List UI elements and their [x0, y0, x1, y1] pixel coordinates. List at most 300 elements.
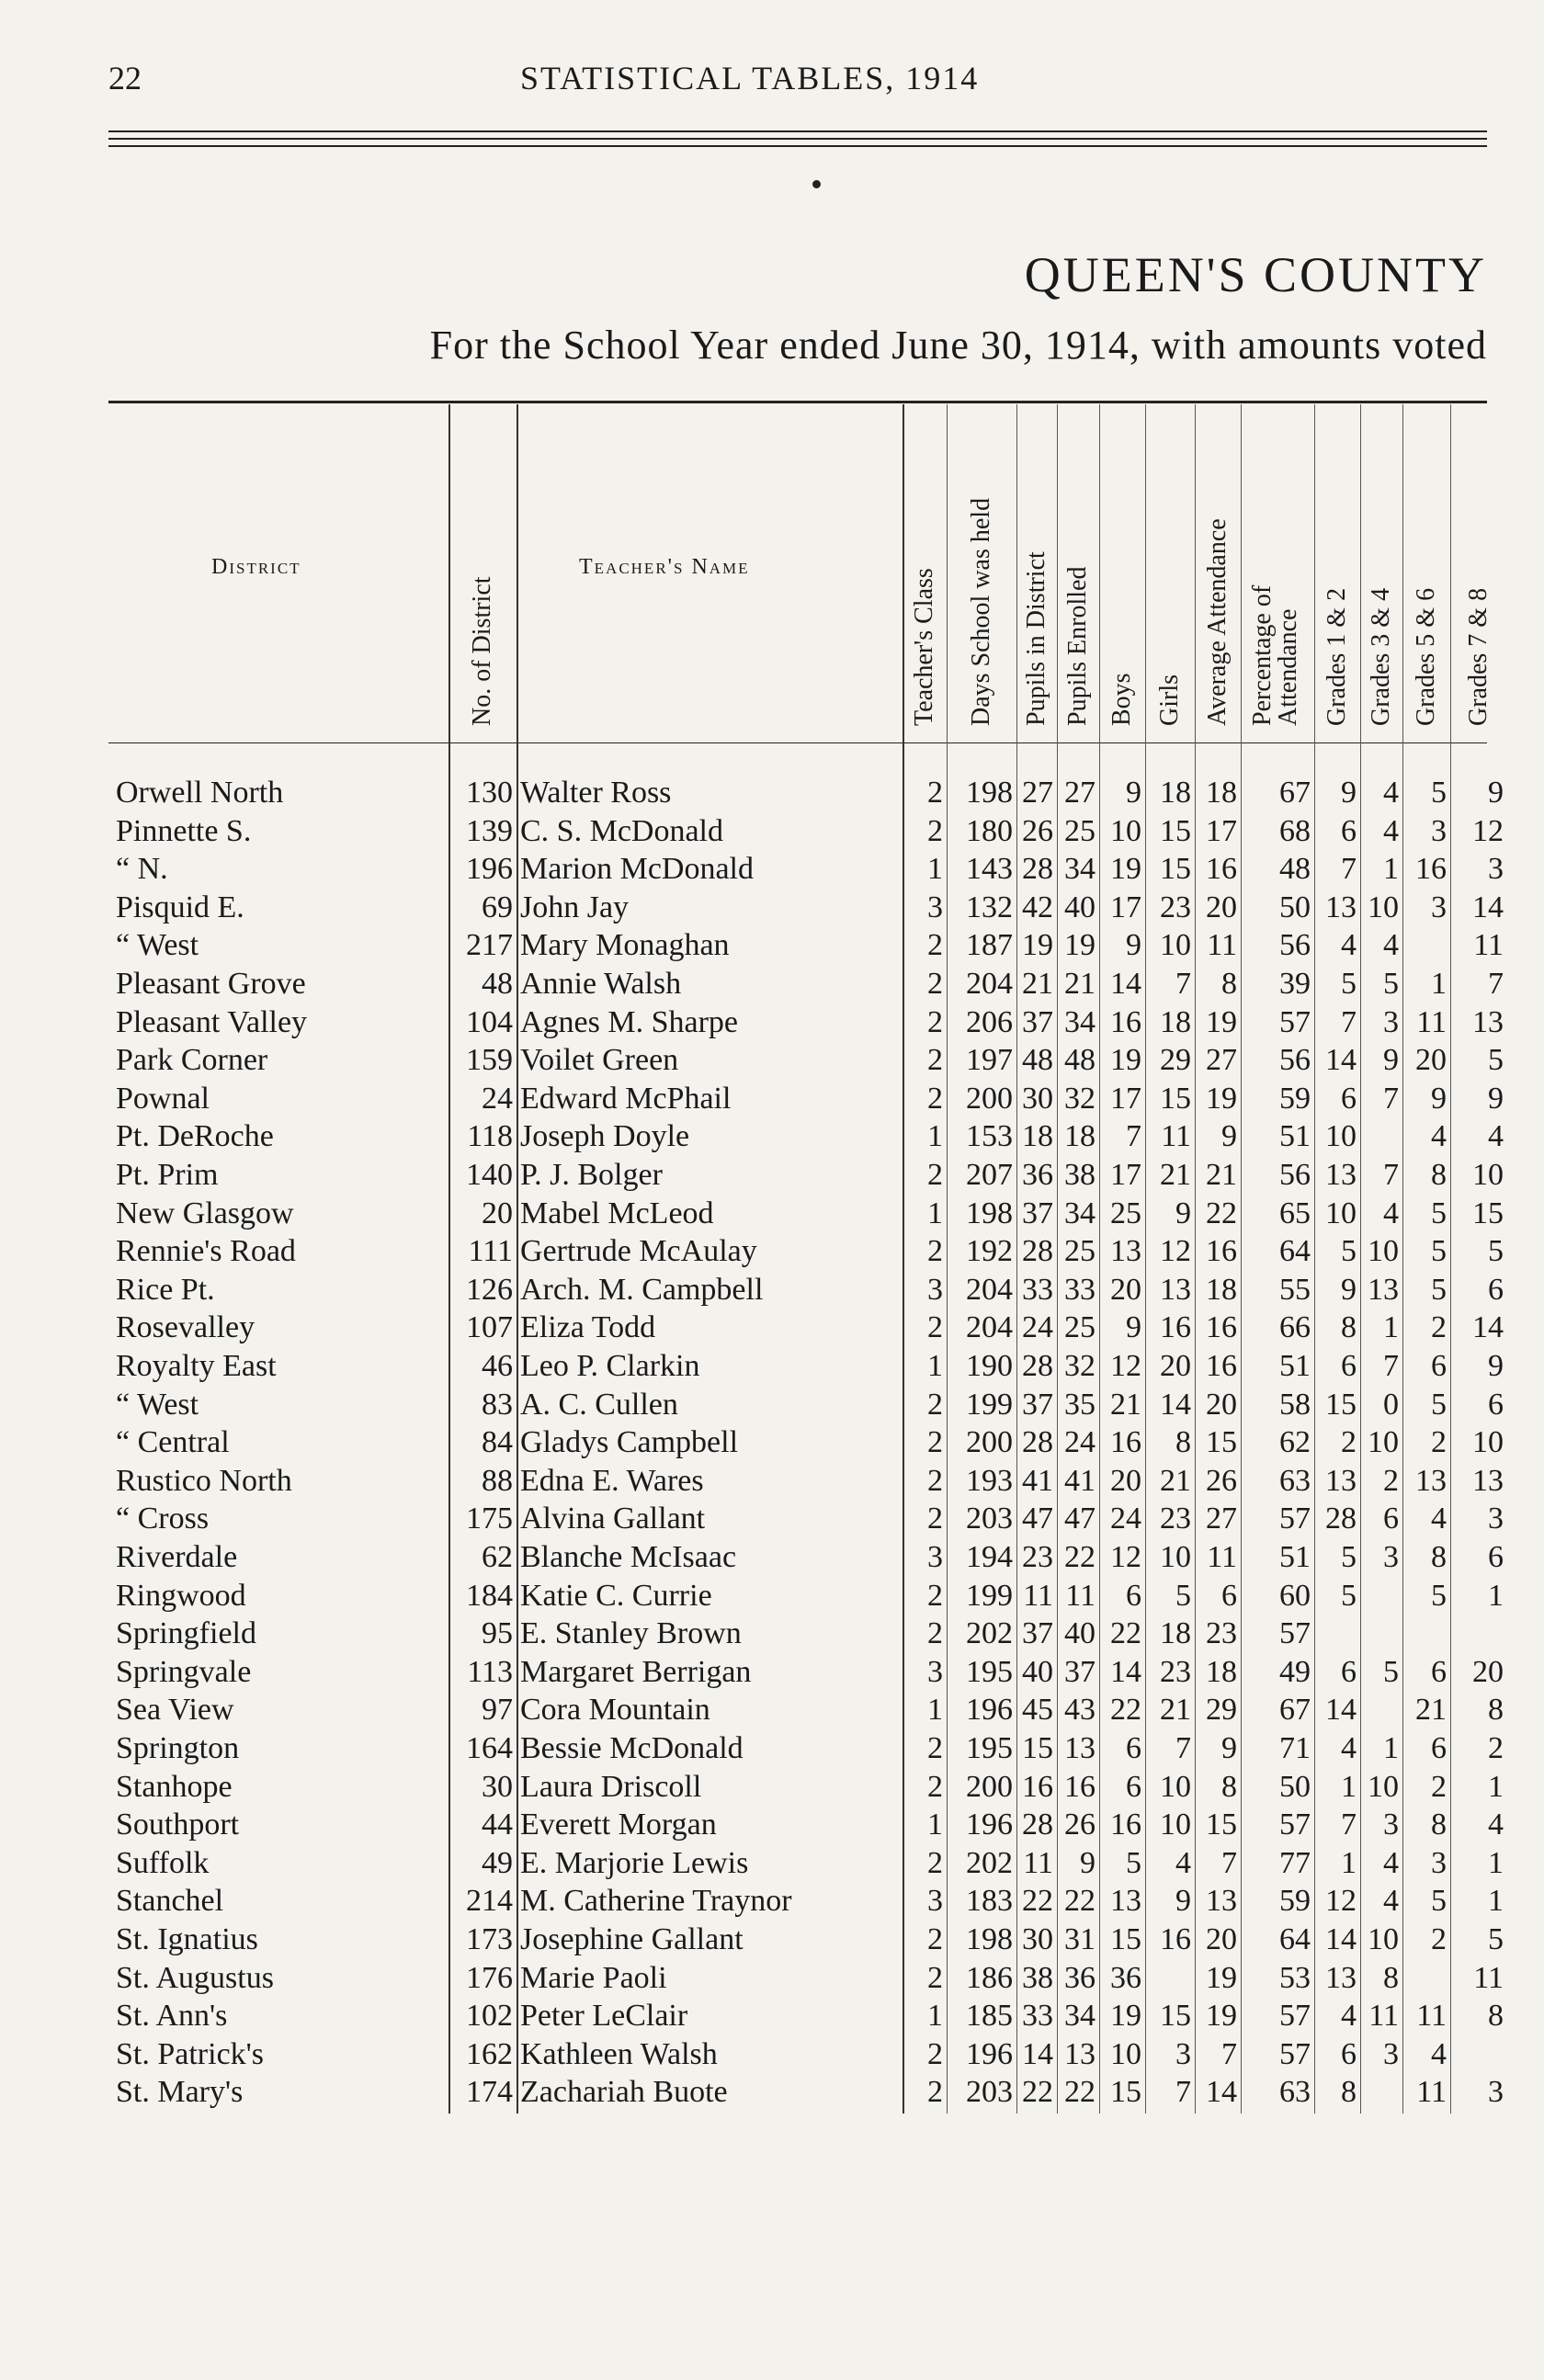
cell-g78: 2: [1488, 1731, 1504, 1765]
cell-enrolled: 33: [1064, 1272, 1096, 1307]
cell-g12: 13: [1325, 1158, 1357, 1192]
cell-teacher: Marion McDonald: [520, 852, 755, 887]
cell-g78: 9: [1488, 1081, 1504, 1116]
cell-girls: 18: [1160, 1616, 1191, 1651]
cell-enrolled: 34: [1064, 1999, 1096, 2034]
cell-enrolled: 18: [1064, 1119, 1096, 1154]
cell-g34: 3: [1383, 1540, 1399, 1574]
cell-avg: 11: [1207, 928, 1237, 963]
cell-teacher: Edna E. Wares: [520, 1463, 704, 1498]
cell-g78: 7: [1488, 967, 1504, 1001]
cell-teacher: Kathleen Walsh: [520, 2036, 718, 2071]
cell-district: St. Ann's: [116, 1999, 228, 2034]
cell-g78: 10: [1472, 1158, 1504, 1192]
cell-g78: 9: [1488, 1349, 1504, 1383]
cell-pupils: 24: [1022, 1310, 1053, 1345]
table-row: [0, 1806, 1544, 1844]
cell-no: 49: [482, 1845, 513, 1880]
cell-district: St. Ignatius: [116, 1922, 258, 1956]
cell-boys: 16: [1110, 1808, 1141, 1842]
cell-boys: 9: [1126, 776, 1141, 810]
cell-pct: 56: [1279, 1043, 1311, 1078]
table-row: [0, 812, 1544, 851]
cell-enrolled: 47: [1064, 1502, 1096, 1536]
cell-girls: 15: [1160, 813, 1191, 848]
cell-girls: 21: [1160, 1158, 1191, 1192]
cell-days: 198: [966, 1922, 1013, 1956]
cell-pct: 55: [1279, 1272, 1311, 1307]
cell-district: St. Augustus: [116, 1960, 274, 1995]
header-rule-3: [108, 145, 1487, 147]
cell-enrolled: 24: [1064, 1425, 1096, 1460]
table-row: [0, 774, 1544, 812]
cell-girls: 23: [1160, 1502, 1191, 1536]
cell-pupils: 38: [1022, 1960, 1053, 1995]
cell-class: 1: [927, 1196, 943, 1230]
cell-g34: 4: [1383, 1196, 1399, 1230]
cell-pct: 51: [1279, 1540, 1311, 1574]
cell-avg: 11: [1207, 1540, 1237, 1574]
table-row: [0, 1462, 1544, 1501]
cell-g12: 14: [1325, 1043, 1357, 1078]
cell-pupils: 33: [1022, 1999, 1053, 2034]
cell-boys: 12: [1110, 1349, 1141, 1383]
cell-girls: 8: [1175, 1425, 1191, 1460]
cell-girls: 23: [1160, 1654, 1191, 1689]
cell-enrolled: 34: [1064, 852, 1096, 887]
cell-avg: 13: [1206, 1884, 1237, 1919]
cell-g12: 5: [1341, 1234, 1357, 1269]
cell-class: 2: [927, 1004, 943, 1039]
cell-enrolled: 34: [1064, 1196, 1096, 1230]
cell-enrolled: 19: [1064, 928, 1096, 963]
cell-g12: 6: [1341, 1349, 1357, 1383]
cell-no: 139: [466, 813, 513, 848]
cell-g34: 10: [1368, 1425, 1399, 1460]
cell-teacher: John Jay: [520, 890, 630, 924]
cell-district: Pinnette S.: [116, 813, 252, 848]
cell-avg: 14: [1206, 2075, 1237, 2110]
cell-g34: 1: [1383, 1731, 1399, 1765]
header-bottom-rule: [108, 742, 1487, 743]
cell-teacher: Eliza Todd: [520, 1310, 656, 1345]
cell-g56: 5: [1431, 1196, 1447, 1230]
cell-days: 202: [966, 1845, 1013, 1880]
col-head-g56: Grades 5 & 6: [1412, 587, 1440, 726]
cell-g34: 3: [1383, 1808, 1399, 1842]
cell-days: 200: [966, 1425, 1013, 1460]
cell-g34: 3: [1383, 1004, 1399, 1039]
cell-class: 2: [927, 813, 943, 848]
table-row: [0, 1653, 1544, 1692]
cell-pupils: 22: [1022, 2075, 1053, 2110]
cell-g34: 0: [1383, 1387, 1399, 1422]
cell-girls: 15: [1160, 1999, 1191, 2034]
cell-enrolled: 13: [1064, 2036, 1096, 2071]
col-head-g34: Grades 3 & 4: [1367, 587, 1395, 726]
cell-no: 46: [482, 1349, 513, 1383]
col-head-g78: Grades 7 & 8: [1464, 587, 1493, 726]
cell-g78: 13: [1472, 1004, 1504, 1039]
cell-boys: 9: [1126, 1310, 1141, 1345]
cell-g56: 5: [1431, 1884, 1447, 1919]
cell-g34: 9: [1383, 1043, 1399, 1078]
cell-avg: 20: [1206, 890, 1237, 924]
cell-teacher: Arch. M. Campbell: [520, 1272, 764, 1307]
cell-avg: 23: [1206, 1616, 1237, 1651]
cell-enrolled: 48: [1064, 1043, 1096, 1078]
cell-girls: 11: [1161, 1119, 1191, 1154]
cell-no: 164: [466, 1731, 513, 1765]
cell-g34: 5: [1383, 967, 1399, 1001]
cell-pct: 60: [1279, 1578, 1311, 1613]
cell-no: 107: [466, 1310, 513, 1345]
table-row: [0, 1615, 1544, 1653]
col-head-pupils: Pupils in District: [1022, 551, 1050, 726]
cell-no: 175: [466, 1502, 513, 1536]
cell-pct: 67: [1279, 1693, 1311, 1728]
cell-girls: 18: [1160, 1004, 1191, 1039]
cell-teacher: Everett Morgan: [520, 1808, 717, 1842]
cell-pct: 59: [1279, 1081, 1311, 1116]
cell-district: “ West: [116, 928, 199, 963]
cell-teacher: Josephine Gallant: [520, 1922, 744, 1956]
cell-no: 48: [482, 967, 513, 1001]
cell-g56: 3: [1431, 890, 1447, 924]
cell-enrolled: 31: [1064, 1922, 1096, 1956]
cell-g12: 5: [1341, 967, 1357, 1001]
col-head-g12: Grades 1 & 2: [1323, 587, 1351, 726]
cell-boys: 16: [1110, 1004, 1141, 1039]
cell-no: 88: [482, 1463, 513, 1498]
cell-girls: 9: [1175, 1196, 1191, 1230]
cell-district: Stanhope: [116, 1769, 233, 1804]
cell-g56: 4: [1431, 1502, 1447, 1536]
cell-g12: 9: [1341, 1272, 1357, 1307]
cell-boys: 20: [1110, 1272, 1141, 1307]
cell-class: 2: [927, 1425, 943, 1460]
cell-g12: 4: [1341, 928, 1357, 963]
cell-g12: 7: [1341, 1808, 1357, 1842]
cell-teacher: E. Stanley Brown: [520, 1616, 742, 1651]
col-head-teacher: Teacher's Name: [579, 555, 750, 579]
cell-g56: 8: [1431, 1808, 1447, 1842]
cell-enrolled: 22: [1064, 1540, 1096, 1574]
cell-g78: 4: [1488, 1119, 1504, 1154]
cell-class: 2: [927, 928, 943, 963]
cell-days: 199: [966, 1578, 1013, 1613]
cell-g78: 3: [1488, 852, 1504, 887]
cell-district: Southport: [116, 1808, 240, 1842]
cell-class: 2: [927, 1463, 943, 1498]
table-row: [0, 1386, 1544, 1424]
cell-district: “ West: [116, 1387, 199, 1422]
cell-teacher: A. C. Cullen: [520, 1387, 678, 1422]
table-row: [0, 1844, 1544, 1883]
cell-district: “ Cross: [116, 1502, 210, 1536]
cell-g56: 2: [1431, 1310, 1447, 1345]
cell-days: 195: [966, 1654, 1013, 1689]
table-row: [0, 926, 1544, 965]
cell-avg: 7: [1221, 2036, 1237, 2071]
cell-enrolled: 35: [1064, 1387, 1096, 1422]
cell-boys: 24: [1110, 1502, 1141, 1536]
cell-g78: 14: [1472, 1310, 1504, 1345]
cell-no: 62: [482, 1540, 513, 1574]
cell-g34: 10: [1368, 1234, 1399, 1269]
cell-boys: 6: [1126, 1578, 1141, 1613]
cell-g78: 5: [1488, 1922, 1504, 1956]
cell-no: 176: [466, 1960, 513, 1995]
cell-girls: 10: [1160, 1808, 1191, 1842]
cell-g12: 7: [1341, 1004, 1357, 1039]
cell-avg: 18: [1206, 1272, 1237, 1307]
cell-pct: 57: [1279, 1502, 1311, 1536]
cell-girls: 10: [1160, 1540, 1191, 1574]
cell-g34: 10: [1368, 1769, 1399, 1804]
cell-girls: 20: [1160, 1349, 1191, 1383]
cell-no: 113: [467, 1654, 513, 1689]
cell-district: Pisquid E.: [116, 890, 244, 924]
cell-pct: 56: [1279, 928, 1311, 963]
cell-g78: 6: [1488, 1272, 1504, 1307]
cell-g56: 5: [1431, 776, 1447, 810]
cell-avg: 16: [1206, 1234, 1237, 1269]
cell-days: 194: [966, 1540, 1013, 1574]
table-row: [0, 1729, 1544, 1768]
cell-no: 97: [482, 1693, 513, 1728]
table-row: [0, 1232, 1544, 1271]
col-head-days: Days School was held: [967, 497, 995, 726]
cell-district: Ringwood: [116, 1578, 246, 1613]
running-header: [108, 59, 1487, 114]
cell-pupils: 36: [1022, 1158, 1053, 1192]
cell-avg: 19: [1206, 1081, 1237, 1116]
cell-g34: 4: [1383, 1884, 1399, 1919]
cell-g56: 11: [1416, 1004, 1447, 1039]
cell-boys: 17: [1110, 1158, 1141, 1192]
table-row: [0, 1156, 1544, 1195]
cell-pct: 56: [1279, 1158, 1311, 1192]
cell-class: 2: [927, 1158, 943, 1192]
cell-g12: 6: [1341, 1654, 1357, 1689]
cell-pct: 57: [1279, 2036, 1311, 2071]
cell-g56: 2: [1431, 1922, 1447, 1956]
cell-boys: 17: [1110, 890, 1141, 924]
cell-g56: 21: [1415, 1693, 1447, 1728]
cell-boys: 19: [1110, 1999, 1141, 2034]
cell-class: 3: [927, 1540, 943, 1574]
cell-pct: 64: [1279, 1922, 1311, 1956]
table-row: [0, 1500, 1544, 1538]
cell-class: 2: [927, 1578, 943, 1613]
cell-no: 69: [482, 890, 513, 924]
cell-enrolled: 40: [1064, 1616, 1096, 1651]
cell-district: Orwell North: [116, 776, 284, 810]
cell-g34: 10: [1368, 1922, 1399, 1956]
cell-pupils: 21: [1022, 967, 1053, 1001]
cell-g78: 1: [1488, 1769, 1504, 1804]
cell-g12: 1: [1341, 1769, 1357, 1804]
cell-enrolled: 11: [1065, 1578, 1096, 1613]
cell-g34: 11: [1368, 1999, 1399, 2034]
cell-avg: 6: [1221, 1578, 1237, 1613]
cell-avg: 22: [1206, 1196, 1237, 1230]
cell-pct: 68: [1279, 813, 1311, 848]
cell-girls: 12: [1160, 1234, 1191, 1269]
cell-pupils: 22: [1022, 1884, 1053, 1919]
cell-class: 2: [927, 1387, 943, 1422]
cell-avg: 19: [1206, 1960, 1237, 1995]
table-row: [0, 1577, 1544, 1615]
cell-teacher: Zachariah Buote: [520, 2075, 728, 2110]
cell-class: 2: [927, 776, 943, 810]
cell-g34: 7: [1383, 1081, 1399, 1116]
cell-g78: 4: [1488, 1808, 1504, 1842]
cell-district: St. Patrick's: [116, 2036, 265, 2071]
cell-avg: 21: [1206, 1158, 1237, 1192]
cell-pct: 58: [1279, 1387, 1311, 1422]
cell-no: 30: [482, 1769, 513, 1804]
cell-pupils: 28: [1022, 1349, 1053, 1383]
cell-days: 196: [966, 2036, 1013, 2071]
cell-g56: 4: [1431, 2036, 1447, 2071]
cell-g78: 3: [1488, 1502, 1504, 1536]
cell-days: 200: [966, 1081, 1013, 1116]
cell-g12: 6: [1341, 2036, 1357, 2071]
cell-avg: 15: [1206, 1808, 1237, 1842]
cell-pct: 51: [1279, 1349, 1311, 1383]
cell-boys: 20: [1110, 1463, 1141, 1498]
cell-avg: 16: [1206, 1349, 1237, 1383]
cell-days: 199: [966, 1387, 1013, 1422]
cell-avg: 17: [1206, 813, 1237, 848]
cell-no: 111: [468, 1234, 513, 1269]
cell-g34: 7: [1383, 1158, 1399, 1192]
county-title: QUEEN'S COUNTY: [1024, 247, 1487, 302]
cell-g12: 1: [1341, 1845, 1357, 1880]
cell-g78: 15: [1472, 1196, 1504, 1230]
cell-avg: 7: [1221, 1845, 1237, 1880]
cell-boys: 15: [1110, 2075, 1141, 2110]
cell-g78: 10: [1472, 1425, 1504, 1460]
cell-pupils: 18: [1022, 1119, 1053, 1154]
cell-no: 104: [466, 1004, 513, 1039]
cell-g12: 28: [1325, 1502, 1357, 1536]
cell-avg: 27: [1206, 1043, 1237, 1078]
table-row: [0, 1041, 1544, 1080]
cell-avg: 9: [1221, 1119, 1237, 1154]
cell-enrolled: 25: [1064, 813, 1096, 848]
table-row: [0, 1271, 1544, 1309]
cell-pct: 67: [1279, 776, 1311, 810]
table-row: [0, 1959, 1544, 1998]
cell-girls: 10: [1160, 1769, 1191, 1804]
cell-g78: 6: [1488, 1387, 1504, 1422]
running-title: STATISTICAL TABLES, 1914: [520, 60, 980, 96]
cell-enrolled: 25: [1064, 1234, 1096, 1269]
cell-g78: 3: [1488, 2075, 1504, 2110]
cell-g78: 20: [1472, 1654, 1504, 1689]
cell-pupils: 11: [1023, 1845, 1053, 1880]
cell-pupils: 28: [1022, 852, 1053, 887]
cell-boys: 25: [1110, 1196, 1141, 1230]
cell-girls: 7: [1175, 1731, 1191, 1765]
table-row: [0, 1080, 1544, 1118]
cell-g78: 11: [1473, 1960, 1504, 1995]
cell-district: Suffolk: [116, 1845, 210, 1880]
cell-district: Park Corner: [116, 1043, 268, 1078]
cell-class: 2: [927, 1616, 943, 1651]
cell-no: 214: [466, 1884, 513, 1919]
cell-no: 126: [466, 1272, 513, 1307]
cell-boys: 12: [1110, 1540, 1141, 1574]
cell-days: 196: [966, 1693, 1013, 1728]
cell-pupils: 37: [1022, 1387, 1053, 1422]
cell-girls: 9: [1175, 1884, 1191, 1919]
cell-no: 159: [466, 1043, 513, 1078]
cell-g78: 5: [1488, 1043, 1504, 1078]
cell-district: Pt. DeRoche: [116, 1119, 274, 1154]
cell-pupils: 16: [1022, 1769, 1053, 1804]
cell-teacher: Cora Mountain: [520, 1693, 710, 1728]
cell-boys: 10: [1110, 2036, 1141, 2071]
cell-g78: 13: [1472, 1463, 1504, 1498]
cell-g34: 13: [1368, 1272, 1399, 1307]
cell-boys: 19: [1110, 1043, 1141, 1078]
cell-district: New Glasgow: [116, 1196, 294, 1230]
cell-boys: 9: [1126, 928, 1141, 963]
cell-teacher: E. Marjorie Lewis: [520, 1845, 749, 1880]
cell-teacher: Laura Driscoll: [520, 1769, 702, 1804]
table-row: [0, 850, 1544, 889]
cell-teacher: P. J. Bolger: [520, 1158, 663, 1192]
cell-pupils: 37: [1022, 1004, 1053, 1039]
cell-g12: 5: [1341, 1540, 1357, 1574]
cell-days: 204: [966, 1310, 1013, 1345]
cell-days: 185: [966, 1999, 1013, 2034]
cell-boys: 13: [1110, 1884, 1141, 1919]
cell-days: 143: [966, 852, 1013, 887]
cell-boys: 16: [1110, 1425, 1141, 1460]
cell-days: 203: [966, 2075, 1013, 2110]
cell-enrolled: 16: [1064, 1769, 1096, 1804]
cell-class: 1: [927, 1693, 943, 1728]
cell-avg: 8: [1221, 1769, 1237, 1804]
cell-district: Pownal: [116, 1081, 210, 1116]
cell-teacher: Annie Walsh: [520, 967, 682, 1001]
cell-teacher: Mary Monaghan: [520, 928, 730, 963]
cell-girls: 7: [1175, 2075, 1191, 2110]
cell-pct: 57: [1279, 1808, 1311, 1842]
cell-days: 196: [966, 1808, 1013, 1842]
cell-girls: 4: [1175, 1845, 1191, 1880]
cell-enrolled: 41: [1064, 1463, 1096, 1498]
cell-pct: 49: [1279, 1654, 1311, 1689]
cell-teacher: Katie C. Currie: [520, 1578, 712, 1613]
cell-girls: 10: [1160, 928, 1191, 963]
cell-g12: 2: [1341, 1425, 1357, 1460]
col-head-avg: Average Attendance: [1203, 518, 1232, 726]
cell-teacher: Agnes M. Sharpe: [520, 1004, 739, 1039]
cell-boys: 14: [1110, 967, 1141, 1001]
cell-no: 140: [466, 1158, 513, 1192]
header-rule-1: [108, 130, 1487, 132]
cell-no: 174: [466, 2075, 513, 2110]
cell-enrolled: 43: [1064, 1693, 1096, 1728]
cell-days: 193: [966, 1463, 1013, 1498]
cell-days: 202: [966, 1616, 1013, 1651]
